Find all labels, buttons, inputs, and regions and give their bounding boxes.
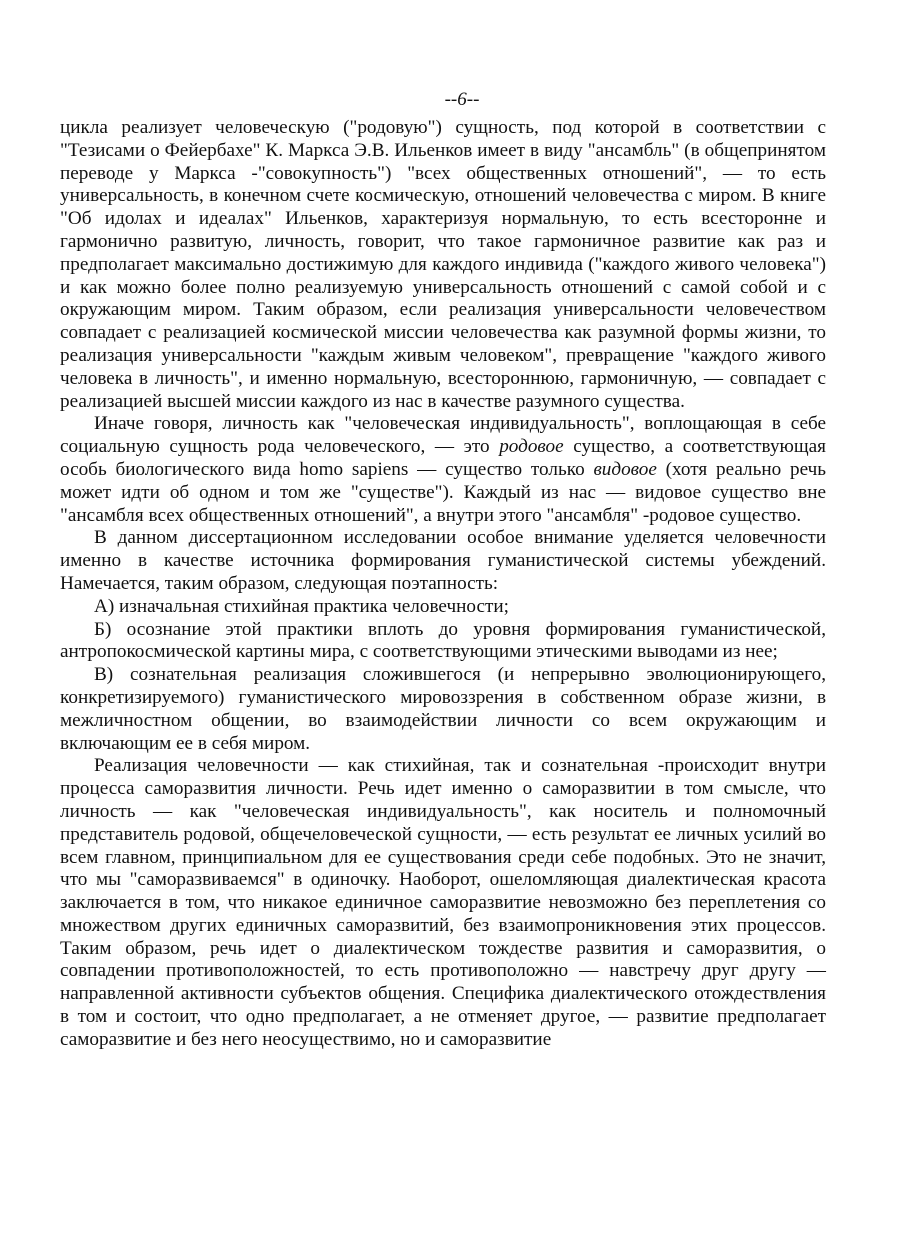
body-text <box>60 117 826 1052</box>
page-number: --6-- <box>444 89 480 110</box>
paragraph-2-text-c: (хотя реально речь может идти об одном и том же "существе"). Каждый из нас — видовое существо вне "ансамбля всех общественных отношений", а внутри этого "ансамбля" -родовое существо. <box>60 458 827 526</box>
paragraph-2-text-b: существо, а соответствующая особь биологического вида homo sapiens — существо только <box>60 436 826 480</box>
list-item-c: В) сознательная реализация сложившегося (и непрерывно эволюционирующего, конкретизируемого) гуманистического мировоззрения в собственном образе жизни, в межличностном общении, во взаимодействии личности со всем окружающим и включающим ее в себя миром. <box>60 664 826 754</box>
paragraph-3: В данном диссертационном исследовании особое внимание уделяется человечности именно в качестве источника формирования гуманистической системы убеждений. Намечается, таким образом, следующая поэтапность: <box>60 527 826 594</box>
paragraph-2 <box>60 413 826 527</box>
paragraph-4: Реализация человечности — как стихийная, так и сознательная -происходит внутри процесса саморазвития личности. Речь идет именно о саморазвитии в том смысле, что личность — как "человеческая индивидуальность", как носитель и полномочный представитель родовой, общечеловеческой сущности, — есть результат ее личных усилий во всем главном, принципиальном для ее существования среди себе подобных. Это не значит, что мы "саморазвиваемся" в одиночку. Наоборот, ошеломляющая диалектическая красота заключается в том, что никакое единичное саморазвитие невозможно без переплетения со множеством других единичных саморазвитий, без взаимопроникновения этих процессов. Таким образом, речь идет о диалектическом тождестве развития и саморазвития, о совпадении противоположностей, то есть противоположно — навстречу друг другу — направленной активности субъектов общения. Специфика диалектического отождествления в том и состоит, что одно предполагает, а не отменяет другое, — развитие предполагает саморазвитие и без него неосуществимо, но и саморазвитие <box>60 755 826 1050</box>
paragraph-1: цикла реализует человеческую ("родовую") сущность, под которой в соответствии с "Тезисами о Фейербахе" К. Маркса Э.В. Ильенков имеет в виду "ансамбль" (в общепринятом переводе у Маркса -"совокупность") "всех общественных отношений", — то есть универсальность, в конечном счете космическую, отношений человечества с миром. В книге "Об идолах и идеалах" Ильенков, характеризуя нормальную, то есть всесторонне и гармонично развитую, личность, говорит, что такое гармоничное развитие как раз и предполагает максимально достижимую для каждого индивида ("каждого живого человека") и как можно более полно реализуемую универсальность отношений с самой собой и с окружающим миром. Таким образом, если реализация универсальности человечеством совпадает с реализацией космической миссии человечества как разумной формы жизни, то реализация универсальности "каждым живым человеком", превращение "каждого живого человека в личность", и именно нормальную, всестороннюю, гармоничную, — совпадает с реализацией высшей миссии каждого из нас в качестве разумного существа. <box>60 117 826 412</box>
italic-term-vidovoe: видовое <box>593 458 657 480</box>
list-item-b: Б) осознание этой практики вплоть до уровня формирования гуманистической, антропокосмической картины мира, с соответствующими этическими выводами из нее; <box>60 618 826 663</box>
italic-term-rodovoe: родовое <box>499 436 564 458</box>
list-item-a: А) изначальная стихийная практика человечности; <box>94 595 509 617</box>
paragraph-2-text-a: Иначе говоря, личность как "человеческая индивидуальность", воплощающая в себе социальную сущность рода человеческого, — это <box>60 413 826 458</box>
